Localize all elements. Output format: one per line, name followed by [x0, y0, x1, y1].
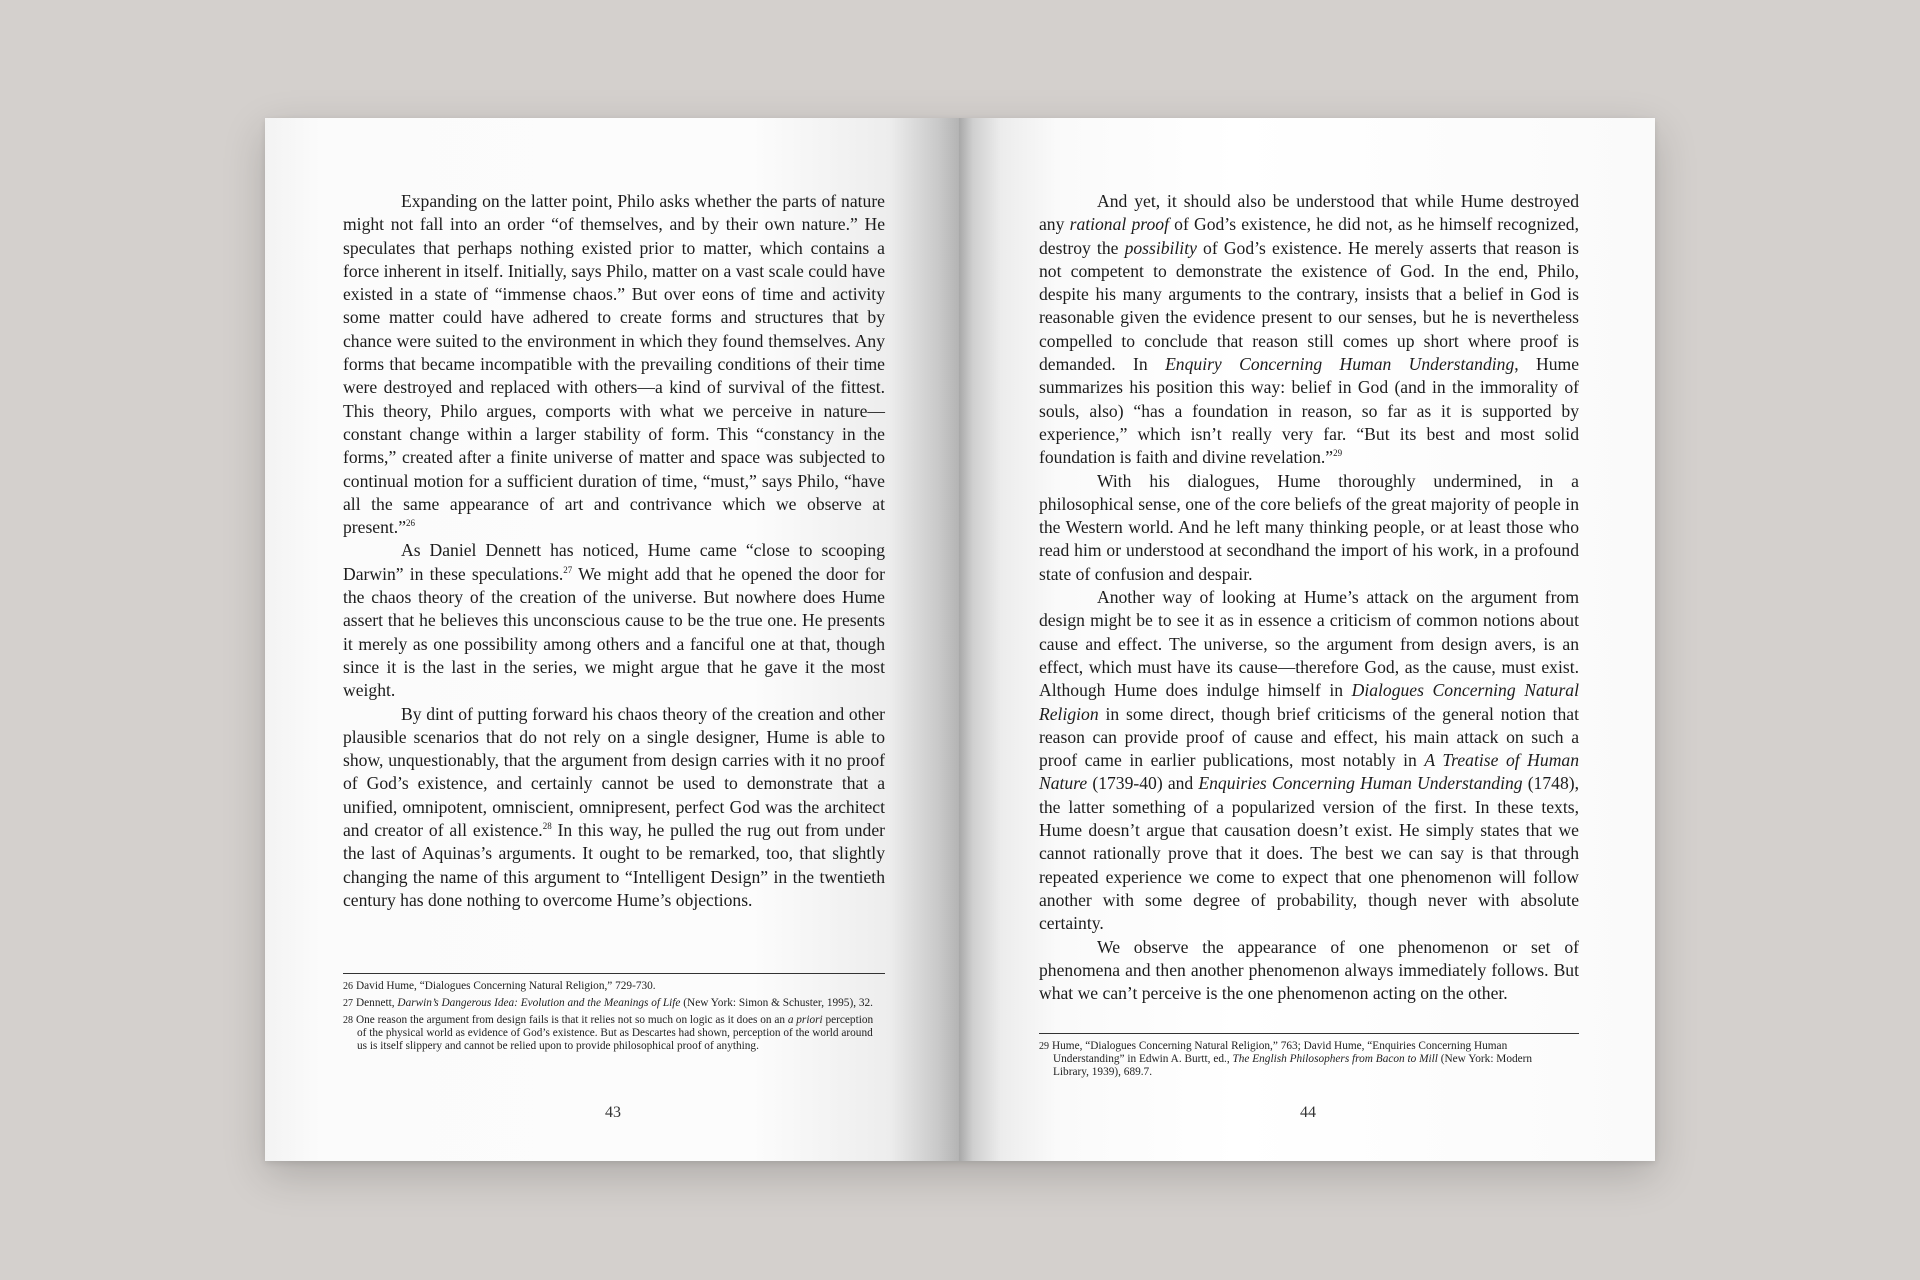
text-run: Expanding on the latter point, Philo asks whether the parts of nature might not fall into an order “of themselves, and by their own nature.” He speculates that perhaps nothing existed prior to matter, which contains a force inherent in itself. Initially, says Philo, matter on a vast scale could have existed in a state of “immense chaos.” But over eons of time and activity some matter could have adhered to create forms and structures that by chance were suited to the environment in which they found themselves. Any forms that became incompatible with the prevailing conditions of their time were destroyed and replaced with others—a kind of survival of the fittest. This theory, Philo argues, comports with what we perceive in nature—constant change within a larger stability of form. This “constancy in the forms,” created after a finite universe of matter and space was subjected to continual motion for a sufficient duration of time, “must,” says Philo, “have all the same appearance of art and contrivance which we observe at present.”: [343, 191, 885, 538]
italic-title: Enquiries Concerning Human Understanding: [1198, 773, 1523, 794]
italic-title: A Treatise of Human Nature: [1039, 750, 1579, 794]
text-run: Dennett,: [356, 997, 398, 1009]
open-book: [265, 118, 1655, 1161]
text-run: We might add that he opened the door for the chaos theory of the creation of the universe. But nowhere does Hume assert that he believes this unconscious cause to be the true one. He presents it merely as one possibility among others and a fanciful one at that, though since it is the last in the series, we might argue that he gave it the most weight.: [343, 563, 885, 701]
footnotes: [1039, 1040, 1569, 1083]
italic-title: Darwin’s Dangerous Idea: Evolution and the Meanings of Life: [397, 997, 681, 1009]
text-run: in some direct, though brief criticisms of the general notion that reason can provide proof of cause and effect, his main attack on such a proof came in earlier publications, most notably in: [1039, 703, 1579, 771]
footnote-number: 29: [1039, 1041, 1049, 1052]
footnote-rule: [343, 973, 885, 974]
page-number: 44: [1300, 1104, 1316, 1121]
italic-title: rational proof: [1069, 214, 1169, 235]
footnote-reference: 28: [542, 821, 552, 832]
italic-title: a priori: [787, 1014, 823, 1026]
left-page: [265, 118, 959, 1161]
paragraph: [1039, 470, 1579, 586]
text-run: perception of the physical world as evidence of God’s existence. But as Descartes had shown, perception of the world around us is itself slippery and cannot be relied upon to provide philosophical proof of anything.: [357, 1014, 874, 1052]
text-run: (New York: Simon & Schuster, 1995), 32.: [680, 997, 873, 1009]
text-run: And yet, it should also be understood that while Hume destroyed any: [1039, 191, 1579, 235]
text-run: As Daniel Dennett has noticed, Hume came “close to scooping Darwin” in these speculations.: [343, 540, 885, 584]
paragraph: [1039, 190, 1579, 470]
footnote-rule: [1039, 1033, 1579, 1034]
text-run: (1748), the latter something of a popularized version of the first. In these texts, Hume doesn’t argue that causation doesn’t exist. He simply states that we cannot rationally prove that it does. The best we can say is that through repeated experience we come to expect that one phenomenon will follow another with some degree of probability, though never with absolute certainty.: [1039, 773, 1579, 934]
text-run: of God’s existence. He merely asserts that reason is not competent to demonstrate the existence of God. In the end, Philo, despite his many arguments to the contrary, insists that a belief in God is reasonable given the evidence present to our senses, but he is nevertheless compelled to conclude that reason still comes up short where proof is demanded. In: [1039, 237, 1579, 375]
italic-title: Dialogues Concerning Natural Religion: [1039, 680, 1579, 724]
footnote-number: 28: [343, 1015, 353, 1026]
footnote: [343, 997, 878, 1010]
text-run: We observe the appearance of one phenomenon or set of phenomena and then another phenomenon always immediately follows. But what we can’t perceive is the one phenomenon acting on the other.: [1039, 936, 1579, 1004]
footnote-reference: 27: [563, 564, 573, 575]
text-run: One reason the argument from design fails is that it relies not so much on logic as it does on an: [356, 1014, 788, 1026]
footnote-reference: 29: [1333, 448, 1343, 459]
text-run: (New York: Modern Library, 1939), 689.7.: [1053, 1053, 1533, 1078]
italic-title: possibility: [1124, 237, 1197, 258]
text-run: Hume, “Dialogues Concerning Natural Religion,” 763; David Hume, “Enquiries Concerning Human Understanding” in Edwin A. Burtt, ed.,: [1052, 1040, 1508, 1065]
paragraph: [343, 539, 885, 702]
text-run: of God’s existence, he did not, as he himself recognized, destroy the: [1039, 214, 1579, 258]
footnote-reference: 26: [406, 518, 416, 529]
footnote: [343, 980, 878, 993]
paragraph: [1039, 936, 1579, 1006]
text-run: , Hume summarizes his position this way: belief in God (and in the immorality of souls, also) “has a foundation in reason, so far as it is supported by experience,” which isn’t really very far. “But its best and most solid foundation is faith and divine revelation.”: [1039, 354, 1579, 468]
italic-title: Enquiry Concerning Human Understanding: [1165, 354, 1515, 375]
footnote: [343, 1014, 878, 1053]
text-run: David Hume, “Dialogues Concerning Natural Religion,” 729-730.: [356, 980, 656, 992]
text-run: With his dialogues, Hume thoroughly undermined, in a philosophical sense, one of the core beliefs of the great majority of people in the Western world. And he left many thinking people, or at least those who read him or understood at secondhand the import of his work, in a profound state of confusion and despair.: [1039, 470, 1579, 584]
footnote: [1039, 1040, 1569, 1079]
italic-title: The English Philosophers from Bacon to Mill: [1232, 1053, 1438, 1065]
text-run: (1739-40) and: [1087, 773, 1199, 794]
footnote-number: 27: [343, 998, 353, 1009]
paragraph: [1039, 586, 1579, 935]
footnotes: [343, 980, 878, 1057]
footnote-number: 26: [343, 981, 353, 992]
paragraph: [343, 703, 885, 913]
body-text: [1039, 190, 1579, 1005]
text-run: By dint of putting forward his chaos theory of the creation and other plausible scenarios that do not rely on a single designer, Hume is able to show, unquestionably, that the argument from design carries with it no proof of God’s existence, and certainly cannot be used to demonstrate that a unified, omnipotent, omniscient, omnipresent, perfect God was the architect and creator of all existence.: [343, 703, 885, 841]
text-run: In this way, he pulled the rug out from under the last of Aquinas’s arguments. It ought to be remarked, too, that slightly changing the name of this argument to “Intelligent Design” in the twentieth century has done nothing to overcome Hume’s objections.: [343, 820, 885, 910]
paragraph: [343, 190, 885, 539]
text-run: Another way of looking at Hume’s attack on the argument from design might be to see it as in essence a criticism of common notions about cause and effect. The universe, so the argument from design avers, is an effect, which must have its cause—therefore God, as the cause, must exist. Although Hume does indulge himself in: [1039, 587, 1579, 701]
body-text: [343, 190, 885, 912]
right-page: [959, 118, 1655, 1161]
page-number: 43: [605, 1104, 621, 1121]
